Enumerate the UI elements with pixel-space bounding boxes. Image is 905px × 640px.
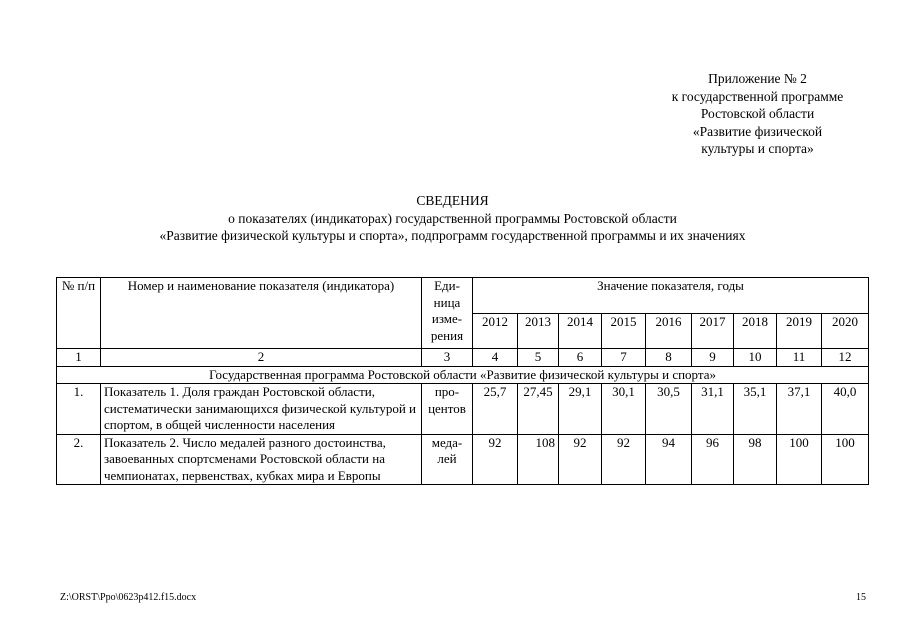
header-unit: Еди-ница изме-рения [422,278,473,349]
row-value: 98 [734,434,777,485]
column-number: 8 [646,349,692,367]
row-value: 40,0 [822,384,869,435]
appendix-line: культуры и спорта» [701,141,814,156]
row-value: 96 [692,434,734,485]
row-value: 92 [602,434,646,485]
column-number: 4 [473,349,518,367]
column-number: 7 [602,349,646,367]
row-value: 30,5 [646,384,692,435]
column-number: 12 [822,349,869,367]
row-num: 1. [57,384,101,435]
row-value: 35,1 [734,384,777,435]
column-number: 3 [422,349,473,367]
column-numbers-row [57,349,869,367]
header-name: Номер и наименование показателя (индикатора) [101,278,422,349]
column-number: 5 [518,349,559,367]
row-value: 27,45 [518,384,559,435]
footer-file-path: Z:\ORST\Ppo\0623p412.f15.docx [60,592,197,603]
row-num: 2. [57,434,101,485]
appendix-line: «Развитие физической [692,123,823,139]
row-name: Показатель 1. Доля граждан Ростовской области, систематически занимающихся физической культурой и спортом, в общей численности населения [101,384,422,435]
section-row [57,366,869,384]
column-number: 9 [692,349,734,367]
indicators-table [56,277,869,485]
header-year: 2017 [692,313,734,349]
row-value: 30,1 [602,384,646,435]
appendix-line: Ростовской области [700,106,815,121]
header-year: 2012 [473,313,518,349]
header-year: 2014 [559,313,602,349]
row-value: 100 [822,434,869,485]
row-value: 92 [559,434,602,485]
header-year: 2015 [602,313,646,349]
header-year: 2018 [734,313,777,349]
heading-subtitle-line-2: «Развитие физической культуры и спорта», подпрограмм государственной программы и их значениях [159,228,746,243]
heading-subtitle-line-1: о показателях (индикаторах) государственной программы Ростовской области [228,210,677,226]
table-header-row [57,278,869,314]
column-number: 10 [734,349,777,367]
header-year: 2016 [646,313,692,349]
page-number: 15 [856,592,866,603]
header-year: 2020 [822,313,869,349]
column-number: 2 [101,349,422,367]
row-value: 31,1 [692,384,734,435]
row-value: 108 [518,434,559,485]
header-year: 2019 [777,313,822,349]
document-heading [0,192,905,245]
header-year: 2013 [518,313,559,349]
column-number: 11 [777,349,822,367]
row-value: 100 [777,434,822,485]
section-title: Государственная программа Ростовской области «Развитие физической культуры и спорта» [57,366,869,384]
row-value: 37,1 [777,384,822,435]
appendix-line: к государственной программе [671,88,844,104]
column-number: 6 [559,349,602,367]
row-value: 94 [646,434,692,485]
header-values-group: Значение показателя, годы [473,278,869,314]
row-name: Показатель 2. Число медалей разного достоинства, завоеванных спортсменами Ростовской области на чемпионатах, первенствах, кубках мира и Европы [101,434,422,485]
appendix-line: Приложение № 2 [708,71,807,86]
header-num: № п/п [57,278,101,349]
column-number: 1 [57,349,101,367]
row-unit: про-центов [422,384,473,435]
row-unit: меда-лей [422,434,473,485]
table-row [57,384,869,435]
row-value: 25,7 [473,384,518,435]
heading-title: СВЕДЕНИЯ [416,193,489,208]
row-value: 29,1 [559,384,602,435]
appendix-block [640,70,875,158]
table-row [57,434,869,485]
row-value: 92 [473,434,518,485]
